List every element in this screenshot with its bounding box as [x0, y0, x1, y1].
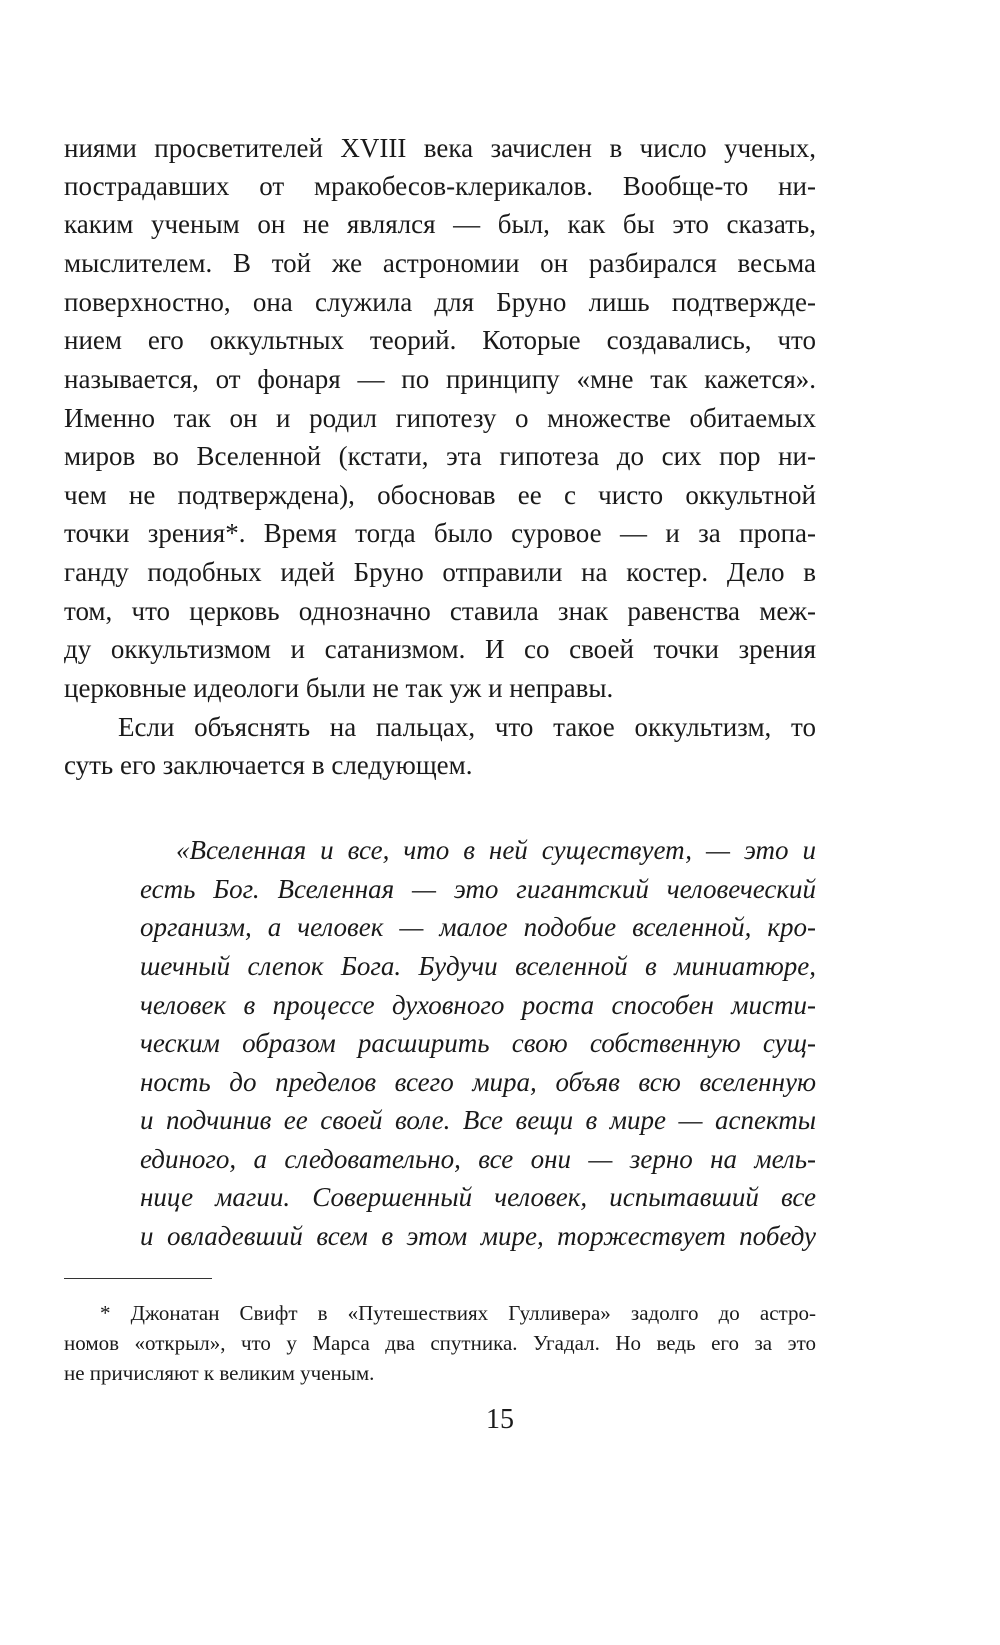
text-line: каким ученым он не являлся — был, как бы это сказать, — [64, 209, 816, 239]
quote-line: «Вселенная и все, что в ней существует, — это и — [176, 835, 816, 865]
text-line: миров во Вселенной (кстати, эта гипотеза до сих пор ни- — [64, 441, 816, 471]
quote-line: и овладевший всем в этом мире, торжествует победу — [140, 1221, 816, 1251]
text-line: том, что церковь однозначно ставила знак равенства меж- — [64, 596, 816, 626]
quote-line: ческим образом расширить свою собственную сущ- — [140, 1028, 816, 1058]
text-line: Если объяснять на пальцах, что такое оккультизм, то — [118, 712, 816, 742]
text-line: Именно так он и родил гипотезу о множестве обитаемых — [64, 403, 816, 433]
footnote-line: номов «открыл», что у Марса два спутника. Угадал. Но ведь его за это — [64, 1331, 816, 1355]
quote-line: нице магии. Совершенный человек, испытавший все — [140, 1182, 816, 1212]
text-line: пострадавших от мракобесов-клерикалов. Вообще-то ни- — [64, 171, 816, 201]
page-number: 15 — [486, 1404, 514, 1435]
quote-line: есть Бог. Вселенная — это гигантский человеческий — [140, 874, 816, 904]
text-line: нием его оккультных теорий. Которые создавались, что — [64, 325, 816, 355]
footnote-line: не причисляют к великим ученым. — [64, 1361, 375, 1385]
footnote-separator — [64, 1278, 212, 1279]
text-line: чем не подтверждена), обосновав ее с чисто оккультной — [64, 480, 816, 510]
text-line: ганду подобных идей Бруно отправили на костер. Дело в — [64, 557, 816, 587]
text-line: ду оккультизмом и сатанизмом. И со своей точки зрения — [64, 634, 816, 664]
text-line: называется, от фонаря — по принципу «мне так кажется». — [64, 364, 816, 394]
quote-line: и подчинив ее своей воле. Все вещи в мире — аспекты — [140, 1105, 816, 1135]
quote-line: человек в процессе духовного роста способен мисти- — [140, 990, 816, 1020]
quote-line: единого, а следовательно, все они — зерно на мель- — [140, 1144, 816, 1174]
text-line: суть его заключается в следующем. — [64, 750, 473, 780]
text-line: мыслителем. В той же астрономии он разбирался весьма — [64, 248, 816, 278]
quote-line: шечный слепок Бога. Будучи вселенной в миниатюре, — [140, 951, 816, 981]
footnote-line: * Джонатан Свифт в «Путешествиях Гулливера» задолго до астро- — [100, 1301, 816, 1325]
quote-line: ность до пределов всего мира, объяв всю вселенную — [140, 1067, 816, 1097]
quote-line: организм, а человек — малое подобие вселенной, кро- — [140, 912, 816, 942]
text-line: точки зрения*. Время тогда было суровое — и за пропа- — [64, 518, 816, 548]
text-line: ниями просветителей XVIII века зачислен в число ученых, — [64, 133, 816, 163]
text-line: поверхностно, она служила для Бруно лишь подтвержде- — [64, 287, 816, 317]
text-line: церковные идеологи были не так уж и неправы. — [64, 673, 614, 703]
